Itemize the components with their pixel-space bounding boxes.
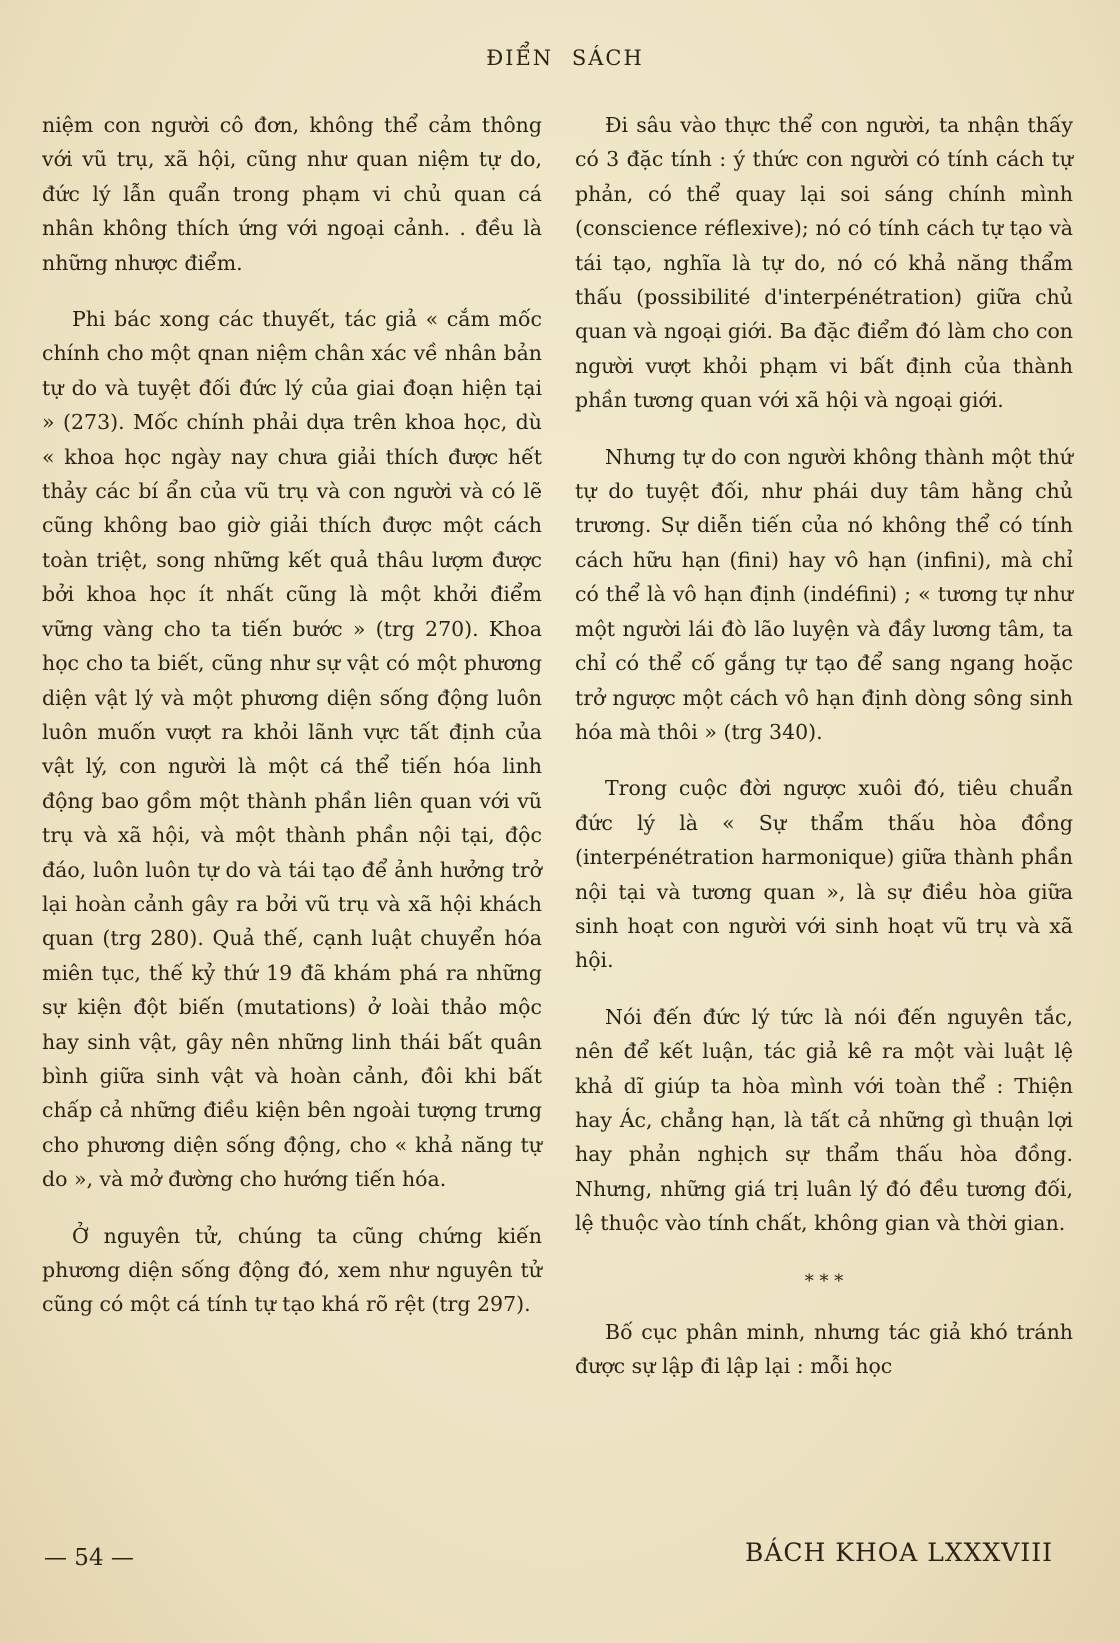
paragraph: Trong cuộc đời ngược xuôi đó, tiêu chuẩn đức lý là « Sự thẩm thấu hòa đồng (interpénétration harmonique) giữa thành phần nội tại và tương quan », là sự điều hòa giữa sinh hoạt con người với sinh hoạt vũ trụ và xã hội. [575, 776, 1073, 973]
paragraph: Phi bác xong các thuyết, tác giả « cắm mốc chính cho một qnan niệm chân xác về nhân bản tự do và tuyệt đối đức lý của giai đoạn hiện tại » (273). Mốc chính phải dựa trên khoa học, dù « khoa học ngày nay chưa giải thích được hết thảy các bí ẩn của vũ trụ và con người và có lẽ cũng không bao giờ giải thích được một cách toàn triệt, song những kết quả thâu lượm được bởi khoa học ít nhất cũng là một khởi điểm vững vàng cho ta tiến bước » (trg 270). Khoa học cho ta biết, cũng như sự vật có một phương diện vật lý và một phương diện sống động luôn luôn muốn vượt ra khỏi lãnh vực tất định của vật lý, con người là một cá thể tiến hóa linh động bao gồm một thành phần liên quan với vũ trụ và xã hội, và một thành phần nội tại, độc đáo, luôn luôn tự do và tái tạo để ảnh hưởng trở lại hoàn cảnh gây ra bởi vũ trụ và xã hội khách quan (trg 280). Quả thế, cạnh luật chuyển hóa miên tục, thế kỷ thứ 19 đã khám phá ra những sự kiện đột biến (mutations) ở loài thảo mộc hay sinh vật, gây nên những linh thái bất quân bình giữa sinh vật và hoàn cảnh, đôi khi bất chấp cả những điều kiện bên ngoài tượng trưng cho phương diện sống động, cho « khả năng tự do », và mở đường cho hướng tiến hóa. [42, 307, 542, 1192]
running-header [0, 46, 1120, 70]
right-column [575, 108, 1073, 1405]
page-number: — 54 — [44, 1545, 134, 1571]
section-separator: * * * [804, 1270, 844, 1292]
header-word-2: SÁCH [571, 46, 644, 70]
journal-footer: BÁCH KHOA LXXXVIII [745, 1538, 1053, 1567]
paragraph: Bố cục phân minh, nhưng tác giả khó tránh được sự lập đi lập lại : mỗi học [575, 1319, 1073, 1378]
header-word-1: ĐIỂN [486, 46, 554, 70]
paragraph: Nhưng tự do con người không thành một thứ tự do tuyệt đối, như phái duy tâm hằng chủ trương. Sự diễn tiến của nó không thể có tính cách hữu hạn (fini) hay vô hạn (infini), mà chỉ có thể là vô hạn định (indéfini) ; « tương tự như một người lái đò lão luyện và đầy lương tâm, ta chỉ có thể cố gắng tự tạo để sang ngang hoặc trở ngược một cách vô hạn định dòng sông sinh hóa mà thôi » (trg 340). [575, 444, 1073, 744]
paragraph: niệm con người cô đơn, không thể cảm thông với vũ trụ, xã hội, cũng như quan niệm tự do, đức lý lẫn quẩn trong phạm vi chủ quan cá nhân không thích ứng với ngoại cảnh. . đều là những nhược điểm. [42, 113, 542, 275]
paragraph: Nói đến đức lý tức là nói đến nguyên tắc, nên để kết luận, tác giả kê ra một vài luật lệ khả dĩ giúp ta hòa mình với toàn thể : Thiện hay Ác, chẳng hạn, là tất cả những gì thuận lợi hay phản nghịch sự thẩm thấu hòa đồng. Nhưng, những giá trị luân lý đó đều tương đối, lệ thuộc vào tính chất, không gian và thời gian. [575, 1004, 1073, 1236]
paragraph: Đi sâu vào thực thể con người, ta nhận thấy có 3 đặc tính : ý thức con người có tính cách tự phản, có thể quay lại soi sáng chính mình (conscience réflexive); nó có tính cách tự tạo và tái tạo, nghĩa là tự do, nó có khả năng thẩm thấu (possibilité d'interpénétration) giữa chủ quan và ngoại giới. Ba đặc điểm đó làm cho con người vượt khỏi phạm vi bất định của thành phần tương quan với xã hội và ngoại giới. [575, 113, 1073, 413]
left-column [42, 108, 542, 1344]
paragraph: Ở nguyên tử, chúng ta cũng chứng kiến phương diện sống động đó, xem như nguyên tử cũng có một cá tính tự tạo khá rõ rệt (trg 297). [42, 1223, 542, 1317]
